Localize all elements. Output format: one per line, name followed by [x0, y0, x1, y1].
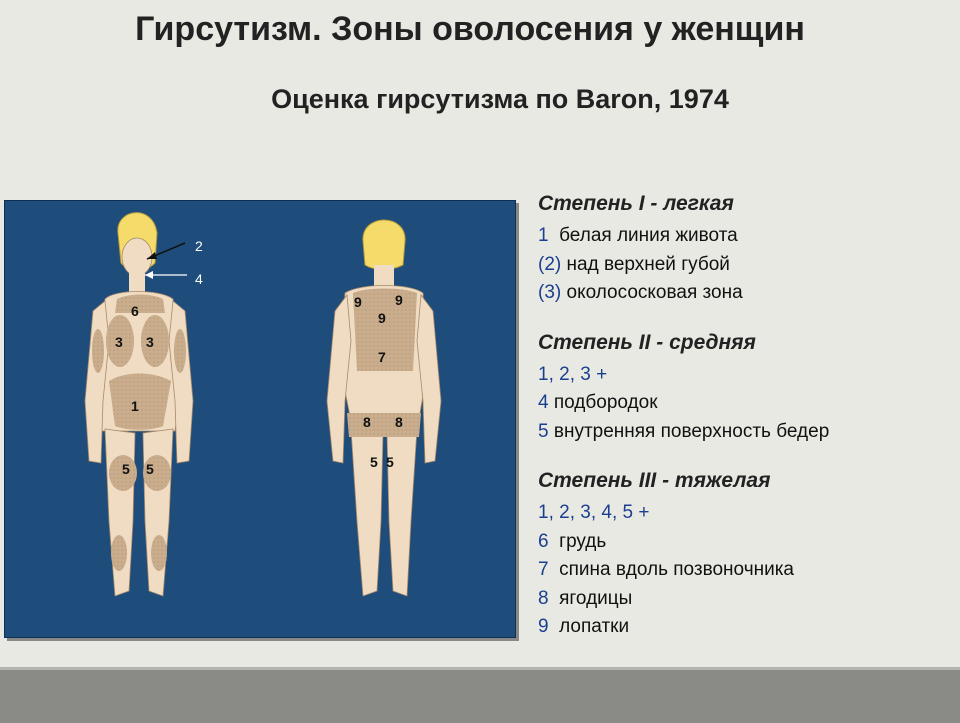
zone-label-6: 6	[131, 303, 139, 319]
zone-label-5-right: 5	[146, 461, 154, 477]
item-number: 7	[538, 559, 549, 580]
item-number: 1	[538, 225, 549, 246]
grade-2-item	[538, 418, 958, 447]
zone-label-5-left: 5	[122, 461, 130, 477]
grade-1-item	[538, 251, 958, 280]
grade-1-item	[538, 279, 958, 308]
item-number: (2)	[538, 253, 562, 275]
arrow-label-4: 4	[195, 271, 203, 287]
item-text: околососковая зона	[561, 282, 743, 303]
zone-label-9-left: 9	[354, 294, 362, 310]
item-text: ягодицы	[548, 587, 633, 609]
front-body-figure	[85, 213, 203, 596]
zone-label-1: 1	[131, 398, 139, 414]
item-number: 9	[538, 616, 549, 637]
grade-2-heading: Степень II - средняя	[538, 330, 756, 354]
zone-label-8-left: 8	[363, 414, 371, 430]
zone-label-3-left: 3	[115, 334, 123, 350]
slide-footer-bar	[0, 667, 960, 723]
body-zones-figure	[4, 200, 516, 638]
grade-3-heading: Степень III - тяжелая	[538, 469, 771, 492]
slide-title: Гирсутизм. Зоны оволосения у женщин	[135, 10, 805, 48]
item-number: 5	[538, 420, 549, 442]
item-number: 4	[538, 392, 549, 413]
slide-subtitle: Оценка гирсутизма по Baron, 1974	[271, 84, 729, 114]
item-text: над верхней губой	[561, 253, 730, 275]
item-number: 8	[538, 587, 549, 609]
item-text: белая линия живота	[548, 225, 738, 246]
item-number: (3)	[538, 282, 562, 303]
grades-legend	[538, 190, 958, 642]
back-body-figure	[327, 220, 441, 596]
grade-2-item	[538, 389, 958, 418]
item-text: лопатки	[548, 616, 630, 637]
zone-label-7: 7	[378, 349, 386, 365]
grade-1-heading: Степень I - легкая	[538, 192, 734, 215]
item-text: спина вдоль позвоночника	[548, 559, 795, 580]
zone-label-8-right: 8	[395, 414, 403, 430]
item-text: грудь	[548, 530, 607, 552]
item-text: внутренняя поверхность бедер	[548, 420, 830, 442]
grade-3-item	[538, 613, 958, 642]
item-text: подбородок	[548, 392, 658, 413]
zone-label-3-right: 3	[146, 334, 154, 350]
zone-label-5-back-left: 5	[370, 454, 378, 470]
item-number: 1, 2, 3, 4, 5 +	[538, 502, 650, 523]
grade-3-item	[538, 528, 958, 557]
item-number: 6	[538, 530, 549, 552]
grade-2-item	[538, 361, 958, 390]
item-number: 1, 2, 3 +	[538, 363, 608, 385]
grade-3-item	[538, 585, 958, 614]
zone-label-9-right: 9	[395, 292, 403, 308]
grade-3-item	[538, 499, 958, 528]
zone-label-5-back-right: 5	[386, 454, 394, 470]
zone-label-9-center: 9	[378, 310, 386, 326]
arrow-label-2: 2	[195, 238, 203, 254]
grade-1-item	[538, 222, 958, 251]
body-zones-illustration	[5, 201, 515, 637]
grade-3-item	[538, 556, 958, 585]
